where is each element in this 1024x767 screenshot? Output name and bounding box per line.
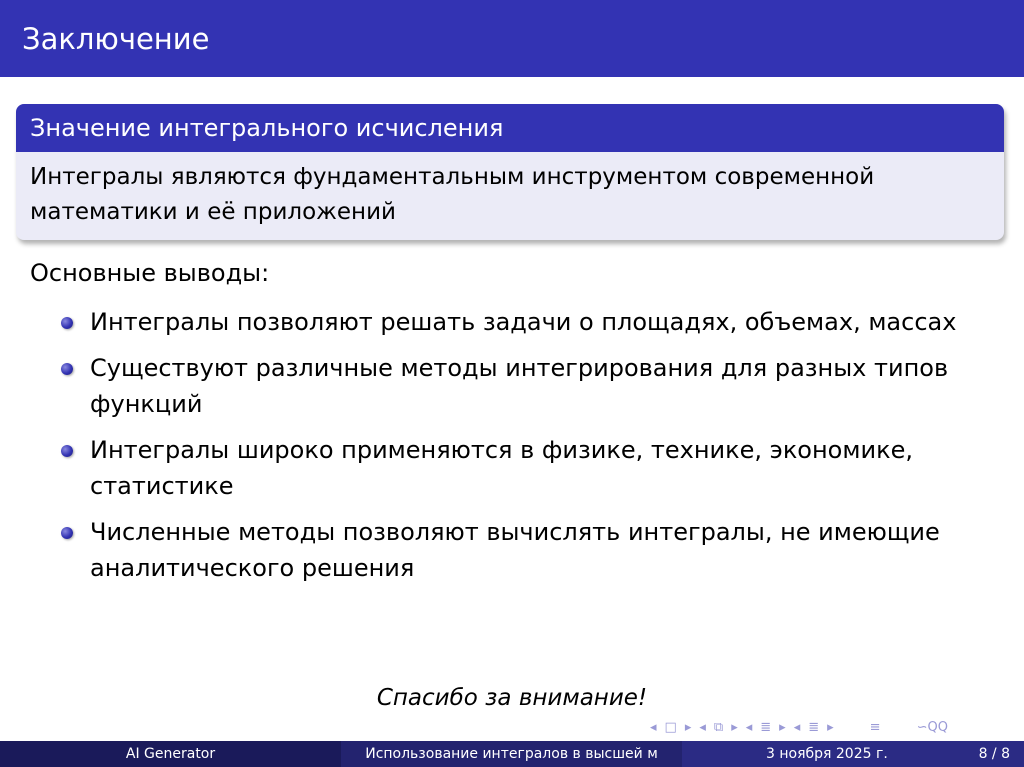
nav-next-slide-icon[interactable]: ▸ bbox=[827, 719, 834, 735]
title-bar bbox=[0, 0, 1024, 77]
footer-author: AI Generator bbox=[0, 741, 341, 767]
footer-right bbox=[682, 741, 1024, 767]
bullet-item bbox=[56, 514, 986, 586]
nav-next-frame-icon[interactable]: ▸ bbox=[684, 719, 692, 735]
bullet-icon bbox=[61, 527, 73, 539]
bullet-item bbox=[56, 304, 986, 340]
bullet-item bbox=[56, 350, 986, 422]
slide-title: Заключение bbox=[22, 22, 210, 56]
nav-slide-icon[interactable]: ≣ bbox=[808, 719, 820, 735]
nav-subsection-icon[interactable]: ⧉ bbox=[713, 719, 724, 735]
footer-date: 3 ноября 2025 г. bbox=[766, 746, 888, 762]
nav-align-icon[interactable]: ≡ bbox=[869, 719, 881, 735]
bullet-text: Интегралы позволяют решать задачи о площадях, объемах, массах bbox=[90, 308, 957, 336]
section-heading: Основные выводы: bbox=[30, 259, 270, 287]
bullet-text: Интегралы широко применяются в физике, технике, экономике, статистике bbox=[90, 436, 913, 500]
bullet-text: Существуют различные методы интегрирования для разных типов функций bbox=[90, 354, 949, 418]
footer-page: 8 / 8 bbox=[978, 746, 1010, 762]
block-body: Интегралы являются фундаментальным инструментом современной математики и её приложений bbox=[30, 164, 875, 225]
closing-text: Спасибо за внимание! bbox=[376, 685, 648, 711]
beamer-navigation bbox=[650, 717, 1020, 737]
bullet-list bbox=[56, 304, 986, 596]
nav-prev-frame-icon[interactable]: ◂ bbox=[650, 719, 657, 735]
bullet-icon bbox=[61, 445, 73, 457]
nav-prev-slide-icon[interactable]: ◂ bbox=[793, 719, 801, 735]
block-title: Значение интегрального исчисления bbox=[16, 104, 1004, 152]
nav-prev-section-icon[interactable]: ◂ bbox=[745, 719, 753, 735]
nav-frame-icon[interactable]: □ bbox=[664, 719, 677, 735]
bullet-item bbox=[56, 432, 986, 504]
nav-next-section-icon[interactable]: ▸ bbox=[779, 719, 786, 735]
nav-section-icon[interactable]: ≣ bbox=[760, 719, 772, 735]
footer-title: Использование интегралов в высшей м bbox=[341, 741, 682, 767]
nav-next-subsection-icon[interactable]: ▸ bbox=[731, 719, 738, 735]
bullet-icon bbox=[61, 317, 73, 329]
bullet-icon bbox=[61, 363, 73, 375]
nav-prev-subsection-icon[interactable]: ◂ bbox=[699, 719, 706, 735]
bullet-text: Численные методы позволяют вычислять интегралы, не имеющие аналитического решения bbox=[90, 518, 940, 582]
footer bbox=[0, 741, 1024, 767]
definition-block bbox=[16, 104, 1004, 240]
nav-search-icon[interactable]: ∽QQ bbox=[916, 719, 948, 735]
